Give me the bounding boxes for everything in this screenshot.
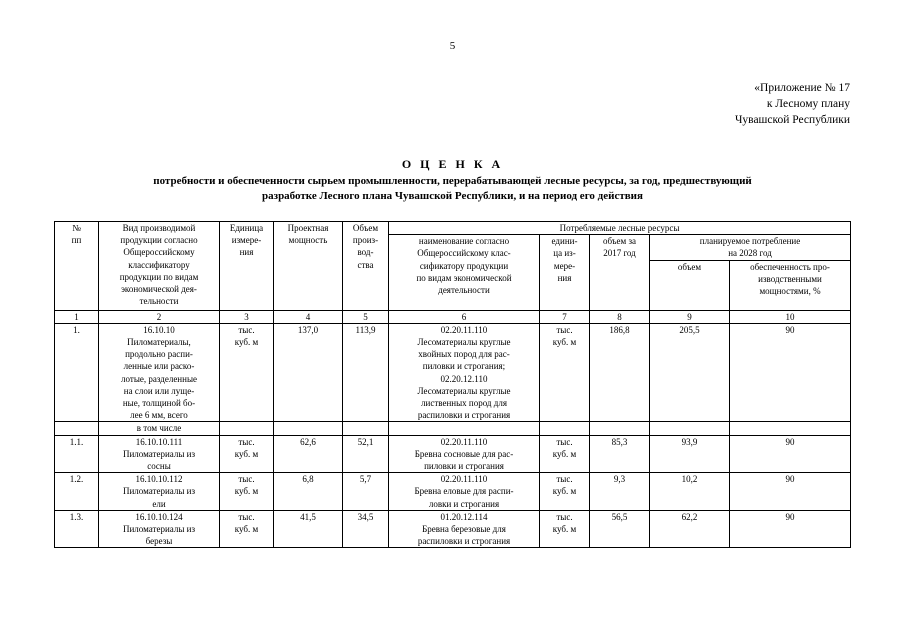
row-num: 1.3. bbox=[55, 510, 99, 548]
row-vol-2028: 205,5 bbox=[650, 323, 730, 422]
row-supply: 90 bbox=[730, 435, 851, 473]
page-number: 5 bbox=[449, 40, 456, 52]
table-row bbox=[55, 510, 851, 548]
row-resource: 02.20.11.110 Бревна еловые для распи- ловки и строгания bbox=[389, 473, 540, 511]
row-product: 16.10.10.111 Пиломатериалы из сосны bbox=[99, 435, 220, 473]
row-unit: тыс. куб. м bbox=[220, 510, 274, 548]
header-num: № пп bbox=[55, 222, 99, 311]
row-unit: тыс. куб. м bbox=[220, 473, 274, 511]
header-resource-name: наименование согласно Общероссийскому клас- сификатору продукции по видам экономической деятельности bbox=[389, 235, 540, 310]
row-volume: 5,7 bbox=[343, 473, 389, 511]
appendix-line-3: Чувашской Республики bbox=[734, 114, 850, 126]
row-capacity: 41,5 bbox=[274, 510, 343, 548]
row-supply: 90 bbox=[730, 323, 851, 422]
subtitle-line-2: разработке Лесного плана Чувашской Республики, и на период его действия bbox=[262, 190, 643, 202]
row-supply: 90 bbox=[730, 473, 851, 511]
header-consumed-resources: Потребляемые лесные ресурсы bbox=[389, 222, 851, 235]
header-capacity: Проектная мощность bbox=[274, 222, 343, 311]
row-vol-2017: 56,5 bbox=[590, 510, 650, 548]
header-unit: Единица измере- ния bbox=[220, 222, 274, 311]
row-resource: 02.20.11.110 Бревна сосновые для рас- пиловки и строгания bbox=[389, 435, 540, 473]
header-volume-2028: объем bbox=[650, 260, 730, 310]
row-supply: 90 bbox=[730, 510, 851, 548]
row-vol-2017: 186,8 bbox=[590, 323, 650, 422]
row-num: 1.2. bbox=[55, 473, 99, 511]
header-resource-unit: едини- ца из- мере- ния bbox=[540, 235, 590, 310]
resources-table bbox=[54, 221, 851, 548]
col-number: 1 bbox=[55, 310, 99, 323]
row-vol-2017: 85,3 bbox=[590, 435, 650, 473]
row-resource: 01.20.12.114 Бревна березовые для распиловки и строгания bbox=[389, 510, 540, 548]
row-capacity: 137,0 bbox=[274, 323, 343, 422]
row-vol-2028: 10,2 bbox=[650, 473, 730, 511]
document-title: О Ц Е Н К А bbox=[401, 157, 504, 171]
including-label: в том числе bbox=[99, 422, 220, 435]
row-unit: тыс. куб. м bbox=[220, 323, 274, 422]
row-volume: 113,9 bbox=[343, 323, 389, 422]
row-volume: 52,1 bbox=[343, 435, 389, 473]
row-resource-unit: тыс. куб. м bbox=[540, 323, 590, 422]
row-vol-2028: 62,2 bbox=[650, 510, 730, 548]
col-number: 8 bbox=[590, 310, 650, 323]
col-number: 2 bbox=[99, 310, 220, 323]
col-number: 7 bbox=[540, 310, 590, 323]
row-unit: тыс. куб. м bbox=[220, 435, 274, 473]
column-numbers-row bbox=[55, 310, 851, 323]
row-num: 1. bbox=[55, 323, 99, 422]
table-row bbox=[55, 473, 851, 511]
row-resource-unit: тыс. куб. м bbox=[540, 510, 590, 548]
header-product: Вид производимой продукции согласно Общероссийскому классификатору продукции по видам экономической дея- тельности bbox=[99, 222, 220, 311]
table-row bbox=[55, 435, 851, 473]
row-product: 16.10.10.124 Пиломатериалы из березы bbox=[99, 510, 220, 548]
row-volume: 34,5 bbox=[343, 510, 389, 548]
row-resource: 02.20.11.110 Лесоматериалы круглые хвойных пород для рас- пиловки и строгания; 02.20.12.110 Лесоматериалы круглые лиственных пород для распиловки и строгания bbox=[389, 323, 540, 422]
subtitle-line-1: потребности и обеспеченности сырьем промышленности, перерабатывающей лесные ресурсы, за год, предшествующий bbox=[153, 175, 752, 187]
row-product: 16.10.10.112 Пиломатериалы из ели bbox=[99, 473, 220, 511]
header-row-1 bbox=[55, 222, 851, 235]
header-volume-2017: объем за 2017 год bbox=[590, 235, 650, 310]
row-vol-2017: 9,3 bbox=[590, 473, 650, 511]
appendix-line-1: «Приложение № 17 bbox=[754, 82, 850, 94]
header-volume: Объем произ- вод- ства bbox=[343, 222, 389, 311]
col-number: 3 bbox=[220, 310, 274, 323]
table-row bbox=[55, 323, 851, 422]
col-number: 10 bbox=[730, 310, 851, 323]
row-num: 1.1. bbox=[55, 435, 99, 473]
appendix-line-2: к Лесному плану bbox=[766, 98, 850, 110]
col-number: 4 bbox=[274, 310, 343, 323]
row-resource-unit: тыс. куб. м bbox=[540, 435, 590, 473]
row-resource-unit: тыс. куб. м bbox=[540, 473, 590, 511]
col-number: 9 bbox=[650, 310, 730, 323]
document-subtitle bbox=[40, 174, 865, 204]
header-supply: обеспеченность про- изводственными мощностями, % bbox=[730, 260, 851, 310]
including-row bbox=[55, 422, 851, 435]
appendix-heading bbox=[680, 80, 850, 128]
row-vol-2028: 93,9 bbox=[650, 435, 730, 473]
row-capacity: 62,6 bbox=[274, 435, 343, 473]
col-number: 5 bbox=[343, 310, 389, 323]
col-number: 6 bbox=[389, 310, 540, 323]
row-capacity: 6,8 bbox=[274, 473, 343, 511]
row-product: 16.10.10 Пиломатериалы, продольно распи- ленные или раско- лотые, разделенные на слои или луще- ные, толщиной бо- лее 6 мм, всего bbox=[99, 323, 220, 422]
header-planned: планируемое потребление на 2028 год bbox=[650, 235, 851, 260]
